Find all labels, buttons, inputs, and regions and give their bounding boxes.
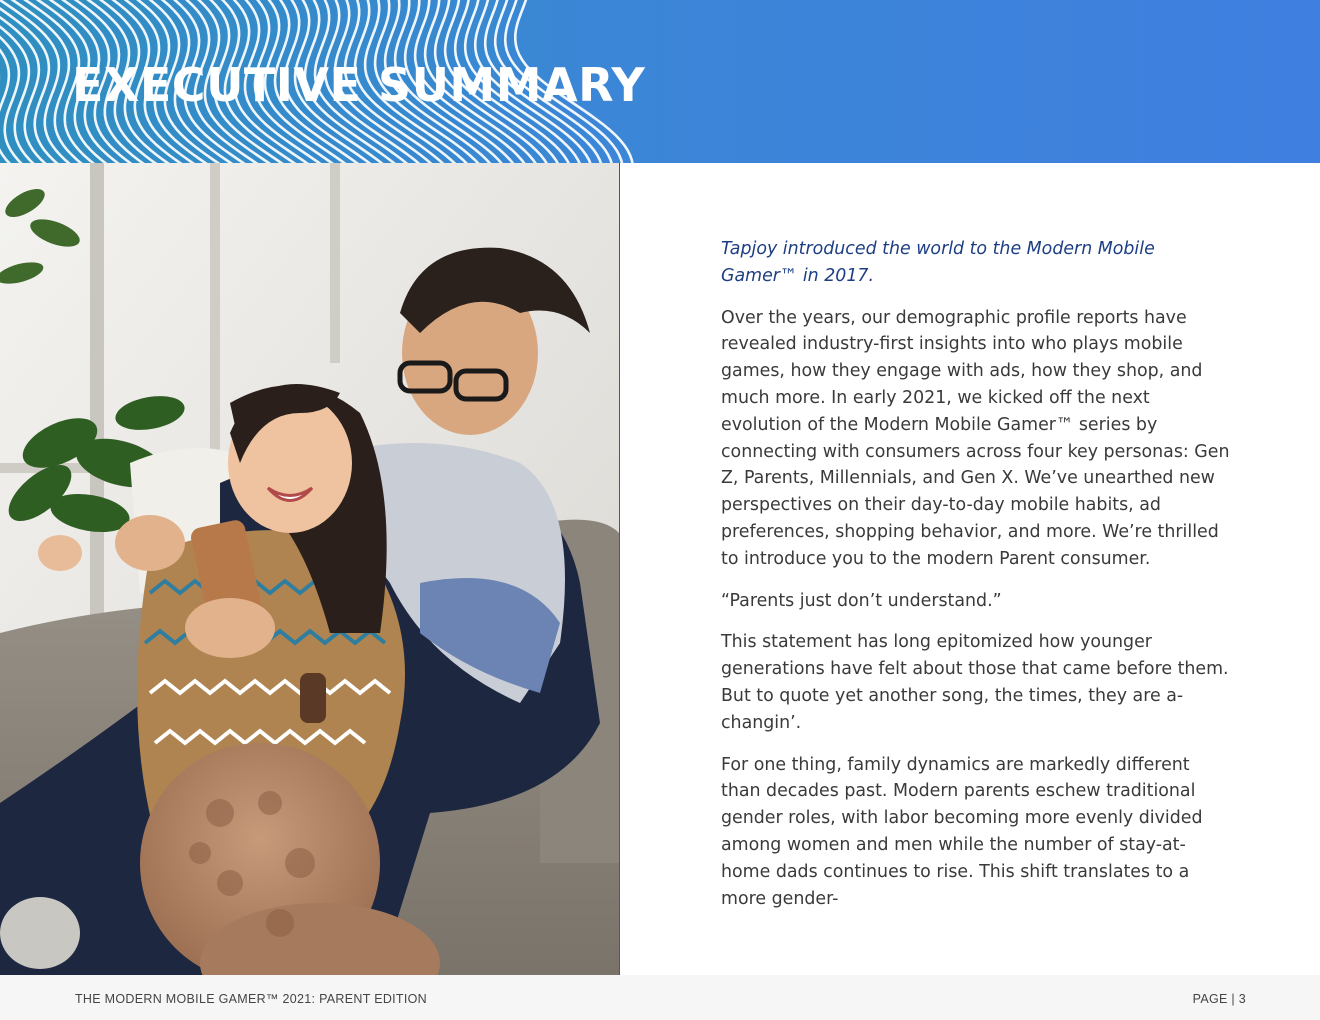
wave-line xyxy=(0,0,5,163)
intro-statement: Tapjoy introduced the world to the Modern Mobile Gamer™ in 2017. xyxy=(721,239,1155,286)
page-footer xyxy=(0,975,1320,1020)
paragraph: For one thing, family dynamics are markedly different than decades past. Modern parents eschew traditional gender roles, with labor becoming more evenly divided among women and men while the number of stay-at-home dads continues to rise. This shift translates to a more gender- xyxy=(721,754,1203,909)
paragraph: This statement has long epitomized how younger generations have felt about those that came before them. But to quote yet another song, the times, they are a-changin’. xyxy=(721,632,1229,733)
paragraph: Over the years, our demographic profile reports have revealed industry-first insights into who plays mobile games, how they engage with ads, how they shop, and much more. In early 2021, we kicked off the next evolution of the Modern Mobile Gamer™ series by connecting with consumers across four key personas: Gen Z, Parents, Millennials, and Gen X. We’ve unearthed new perspectives on their day-to-day mobile habits, ad preferences, shopping behavior, and more. We’re thrilled to introduce you to the modern Parent consumer. xyxy=(721,307,1230,569)
page-number: PAGE | 3 xyxy=(1192,992,1246,1006)
quote-paragraph: “Parents just don’t understand.” xyxy=(721,590,1002,611)
family-photo xyxy=(0,163,619,975)
footer-publication-title: THE MODERN MOBILE GAMER™ 2021: PARENT EDITION xyxy=(75,992,427,1006)
column-divider xyxy=(619,163,620,975)
summary-text xyxy=(721,236,1231,927)
page-title: EXECUTIVE SUMMARY xyxy=(72,58,646,112)
header-banner xyxy=(0,0,1320,163)
